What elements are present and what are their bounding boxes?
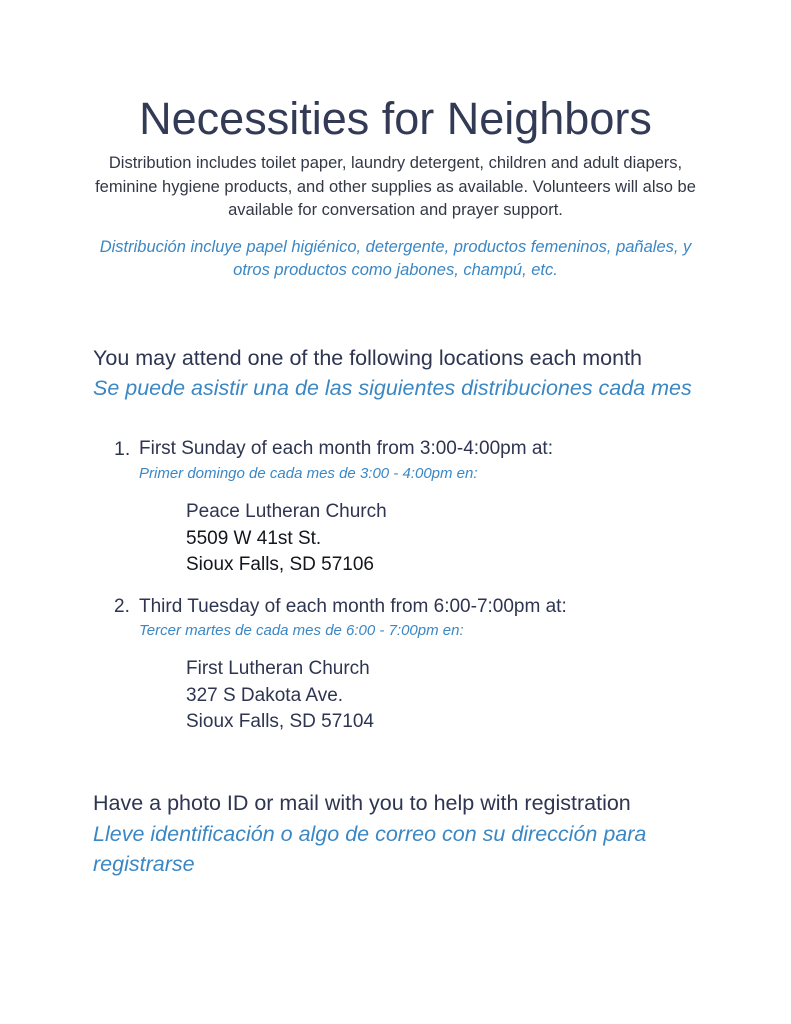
list-item-number: 1. bbox=[114, 438, 131, 460]
intro-spanish: Distribución incluye papel higiénico, detergente, productos femeninos, pañales, y otros productos como jabones, champú, etc. bbox=[99, 238, 692, 279]
locations-heading-english: You may attend one of the following locations each month bbox=[93, 346, 643, 370]
address-block bbox=[186, 656, 374, 736]
schedule-spanish: Primer domingo de cada mes de 3:00 - 4:00pm en: bbox=[139, 465, 478, 482]
schedule-english: First Sunday of each month from 3:00-4:00pm at: bbox=[139, 438, 553, 459]
list-item-number: 2. bbox=[114, 596, 130, 617]
registration-note-spanish: Lleve identificación o algo de correo con su dirección para registrarse bbox=[93, 822, 647, 876]
address-block bbox=[186, 499, 387, 579]
church-name: First Lutheran Church bbox=[186, 658, 370, 679]
church-name: Peace Lutheran Church bbox=[186, 501, 387, 522]
locations-heading-spanish: Se puede asistir una de las siguientes distribuciones cada mes bbox=[93, 376, 692, 400]
registration-note-english: Have a photo ID or mail with you to help with registration bbox=[93, 791, 631, 815]
city-state-zip: Sioux Falls, SD 57106 bbox=[186, 554, 374, 575]
street-address: 5509 W 41st St. bbox=[186, 527, 322, 549]
schedule-english: Third Tuesday of each month from 6:00-7:00pm at: bbox=[139, 596, 567, 617]
city-state-zip: Sioux Falls, SD 57104 bbox=[186, 711, 374, 732]
street-address: 327 S Dakota Ave. bbox=[186, 684, 344, 706]
intro-english: Distribution includes toilet paper, laundry detergent, children and adult diapers, feminine hygiene products, and other supplies as available. Volunteers will also be available for conversation and prayer support. bbox=[95, 154, 696, 219]
page-title: Necessities for Neighbors bbox=[139, 93, 652, 144]
schedule-spanish: Tercer martes de cada mes de 6:00 - 7:00pm en: bbox=[139, 622, 464, 639]
